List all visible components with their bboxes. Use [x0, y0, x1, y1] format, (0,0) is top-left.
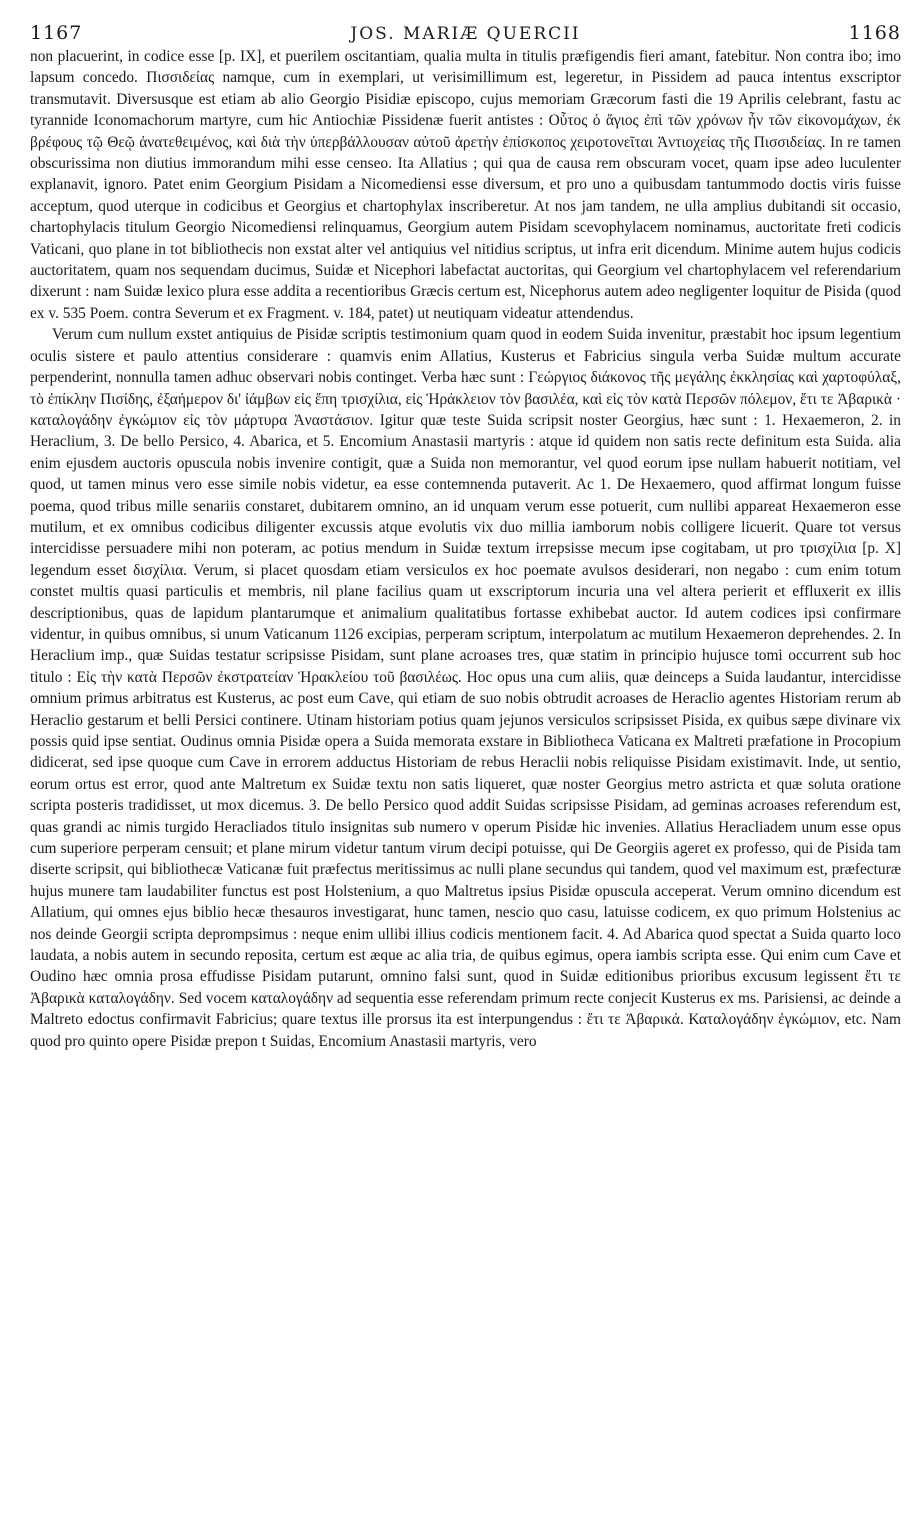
page-number-right: 1168 — [848, 22, 901, 44]
page-header — [30, 22, 901, 44]
page-number-left: 1167 — [30, 22, 83, 44]
paragraph-1: non placuerint, in codice esse [p. IX], et puerilem oscitantiam, qualia multa in titulis præfigendis fieri amant, fatebitur. Non contra ibo; imo lapsum concedo. Πισσιδείας namque, cum in exemplari, ut verisimillimum est, legeretur, in Pissidem ad pauca intentus exscriptor transmutavit. Diversusque est etiam ab alio Georgio Pisidiæ episcopo, cujus memoriam Græcorum fasti die 19 Aprilis celebrant, fastu ac tyrannide Iconomachorum martyre, cum hic Antiochiæ Pissidenæ fuerit antistes : Οὗτος ὁ ἅγιος ἐπὶ τῶν χρόνων ἦν τῶν εἰκονομάχων, ἐκ βρέφους τῷ Θεῷ ἀνατεθειμένος, καὶ διὰ τὴν ὑπερβάλλουσαν αὐτοῦ ἀρετὴν ἐπίσκοπος χειροτονεῖται Ἀντιοχείας τῆς Πισσιδείας. In re tamen obscurissima non diutius immorandum mihi esse censeo. Ita Allatius ; qui qua de causa rem obscuram vocet, quam ipse adeo luculenter explanavit, ignoro. Patet enim Georgium Pisidam a Nicomediensi esse diversum, et pro uno a quibusdam tantummodo doctis viris fuisse acceptum, quod uterque in codicibus et Georgius et chartophylax inscriberetur. At nos jam tandem, ne ulla amplius dubitandi sit occasio, chartophylacis titulum Georgio Nicomediensi relinquamus, Georgium autem Pisidam scevophylacem nominamus, auctoritate freti codicis Vaticani, quo plane in tot bibliothecis non exstat alter vel antiquius vel nitidius scriptus, ut infra erit dicendum. Minime autem hujus codicis auctoritatem, quam nos sequendam ducimus, Suidæ et Nicephori labefactat auctoritas, qui Georgium vel chartophylacem vel referendarium dixerunt : nam Suidæ lexico plura esse addita a recentioribus Græcis certum est, Nicephorus autem adeo negligenter loquitur de Pisida (quod ex v. 535 Poem. contra Severum et ex Fragment. v. 184, patet) ut neutiquam videatur attendendus. — [30, 48, 901, 322]
paragraph-2: Verum cum nullum exstet antiquius de Pisidæ scriptis testimonium quam quod in eodem Suida invenitur, præstabit hoc ipsum legentium oculis sistere et paulo attentius considerare : quamvis enim Allatius, Kusterus et Fabricius singula verba Suidæ multum accurate perpenderint, nonnulla tamen adhuc observari nobis continget. Verba hæc sunt : Γεώργιος διάκονος τῆς μεγάλης ἐκκλησίας καὶ χαρτοφύλαξ, τὸ ἐπίκλην Πισίδης, ἐξαήμερον δι' ἰάμβων εἰς ἔπη τρισχίλια, εἰς Ἡράκλειον τὸν βασιλέα, καὶ εἰς τὸν κατὰ Περσῶν πόλεμον, ἔτι τε Ἀβαρικὰ · καταλογάδην ἐγκώμιον εἰς τὸν μάρτυρα Ἀναστάσιον. Igitur quæ teste Suida scripsit noster Georgius, hæc sunt : 1. Hexaemeron, 2. in Heraclium, 3. De bello Persico, 4. Abarica, et 5. Encomium Anastasii martyris : atque id quidem non satis recte definitum esta Suida. alia enim ejusdem auctoris opuscula nobis invenire contigit, quæ a Suida non memorantur, vel quod eorum ipse nullam habuerit notitiam, vel quod, ut tamen minus vero esse simile nobis videtur, ea esse contemnenda putaverit. Ac 1. De Hexaemero, quod affirmat longum fuisse poema, quod tribus mille senariis constaret, dubitarem omnino, an id unquam verum esse potuerit, cum nullibi appareat Hexaemeron esse mutilum, et ex omnibus codicibus diligenter excussis atque evolutis vix duo millia iamborum nobis colligere licuerit. Quare tot versus intercidisse persuadere mihi non poteram, ac potius mendum in Suidæ textum irrepsisse mecum ipse cogitabam, ut pro τρισχίλια [p. X] legendum esset δισχίλια. Verum, si placet quosdam etiam versiculos ex hoc poemate avulsos desiderari, non negabo : cum enim totum constet multis quasi particulis et membris, nil plane facilius quam ut exscriptorum incuria una vel altera perierit et effluxerit ex illis descriptionibus, quas de lapidum plantarumque et animalium qualitatibus fortasse exhibebat auctor. Id autem codices ipsi confirmare videntur, in quibus omnibus, si unum Vaticanum 1126 excipias, perperam scriptum, interpolatum ac mutilum Hexaemeron deprehendes. 2. In Heraclium imp., quæ Suidas testatur scripsisse Pisidam, sunt plane acroases tres, quæ statim in principio hujusce tomi occurrent sub hoc titulo : Εἰς τὴν κατὰ Περσῶν ἐκστρατείαν Ἡρακλείου τοῦ βασιλέως. Hoc opus una cum aliis, quæ deinceps a Suida laudantur, intercidisse omnium primus arbitratus est Kusterus, ac post eum Cave, qui etiam de suo nobis obtrudit acroases de Heraclio agentes Historiam rerum ab Heraclio gestarum et belli Persici continere. Utinam historiam potius quam jejunos versiculos scripsisset Pisida, ex quibus sæpe divinare vix possis quid ipse sentiat. Oudinus omnia Pisidæ opera a Suida memorata exstare in Bibliotheca Vaticana ex Maltreti præfatione in Procopium didicerat, sed ipse quoque cum Cave in errorem adductus Historiam de rebus Heraclii nobis reliquisse Pisidam existimavit. Inde, ut sentio, eorum ortus est error, quod ante Maltretum ex Suidæ textu non satis liqueret, quæ noster Georgius metro astricta et quæ soluta oratione scripta posteris tradidisset, ut mox dicemus. 3. De bello Persico quod addit Suidas scripsisse Pisidam, ad geminas acroases referendum est, quas grandi ac nimis turgido Heracliados titulo insignitas sub numero v operum Pisidæ hic invenies. Allatius Heracliadem unum esse opus cum superiore perperam censuit; et plane mirum videtur tantum virum decipi potuisse, qui De Georgiis ageret ex professo, qui de Pisida tam diserte scripsit, qui bibliothecæ Vaticanæ fuit præfectus meritissimus ac nulli plane secundus qui tandem, quod vel maximum est, præfecturæ hujus munere tam laudabiliter functus est post Holstenium, a quo Maltretus ipsius Pisidæ opuscula acceperat. Verum omnino dicendum est Allatium, qui omnes ejus biblio hecæ thesauros investigarat, hunc tamen, nescio quo casu, latuisse codicem, ex quo primum Holstenius ac nos deinde Georgii scripta deprompsimus : neque enim ullibi illius codicis mentionem facit. 4. Ad Abarica quod spectat a Suida quarto loco laudata, a nobis autem in secundo reposita, certum est æque ac alia tria, de quibus egimus, opera iambis scripta esse. Qui enim cum Cave et Oudino hæc omnia prosa effudisse Pisidam putarunt, omnino falsi sunt, quod in Suidæ editionibus prioribus excusum legissent ἔτι τε Ἀβαρικὰ καταλογάδην. Sed vocem καταλογάδην ad sequentia esse referendam primum recte conjecit Kusterus ex ms. Parisiensi, ac deinde a Maltreto edoctus confirmavit Fabricius; quare textus ille prorsus ita est interpungendus : ἔτι τε Ἀβαρικά. Καταλογάδην ἐγκώμιον, etc. Nam quod pro quinto opere Pisidæ prepon t Suidas, Encomium Anastasii martyris, vero — [30, 326, 901, 1050]
running-title: JOS. MARIÆ QUERCII — [350, 24, 581, 44]
body-text — [30, 46, 901, 1052]
